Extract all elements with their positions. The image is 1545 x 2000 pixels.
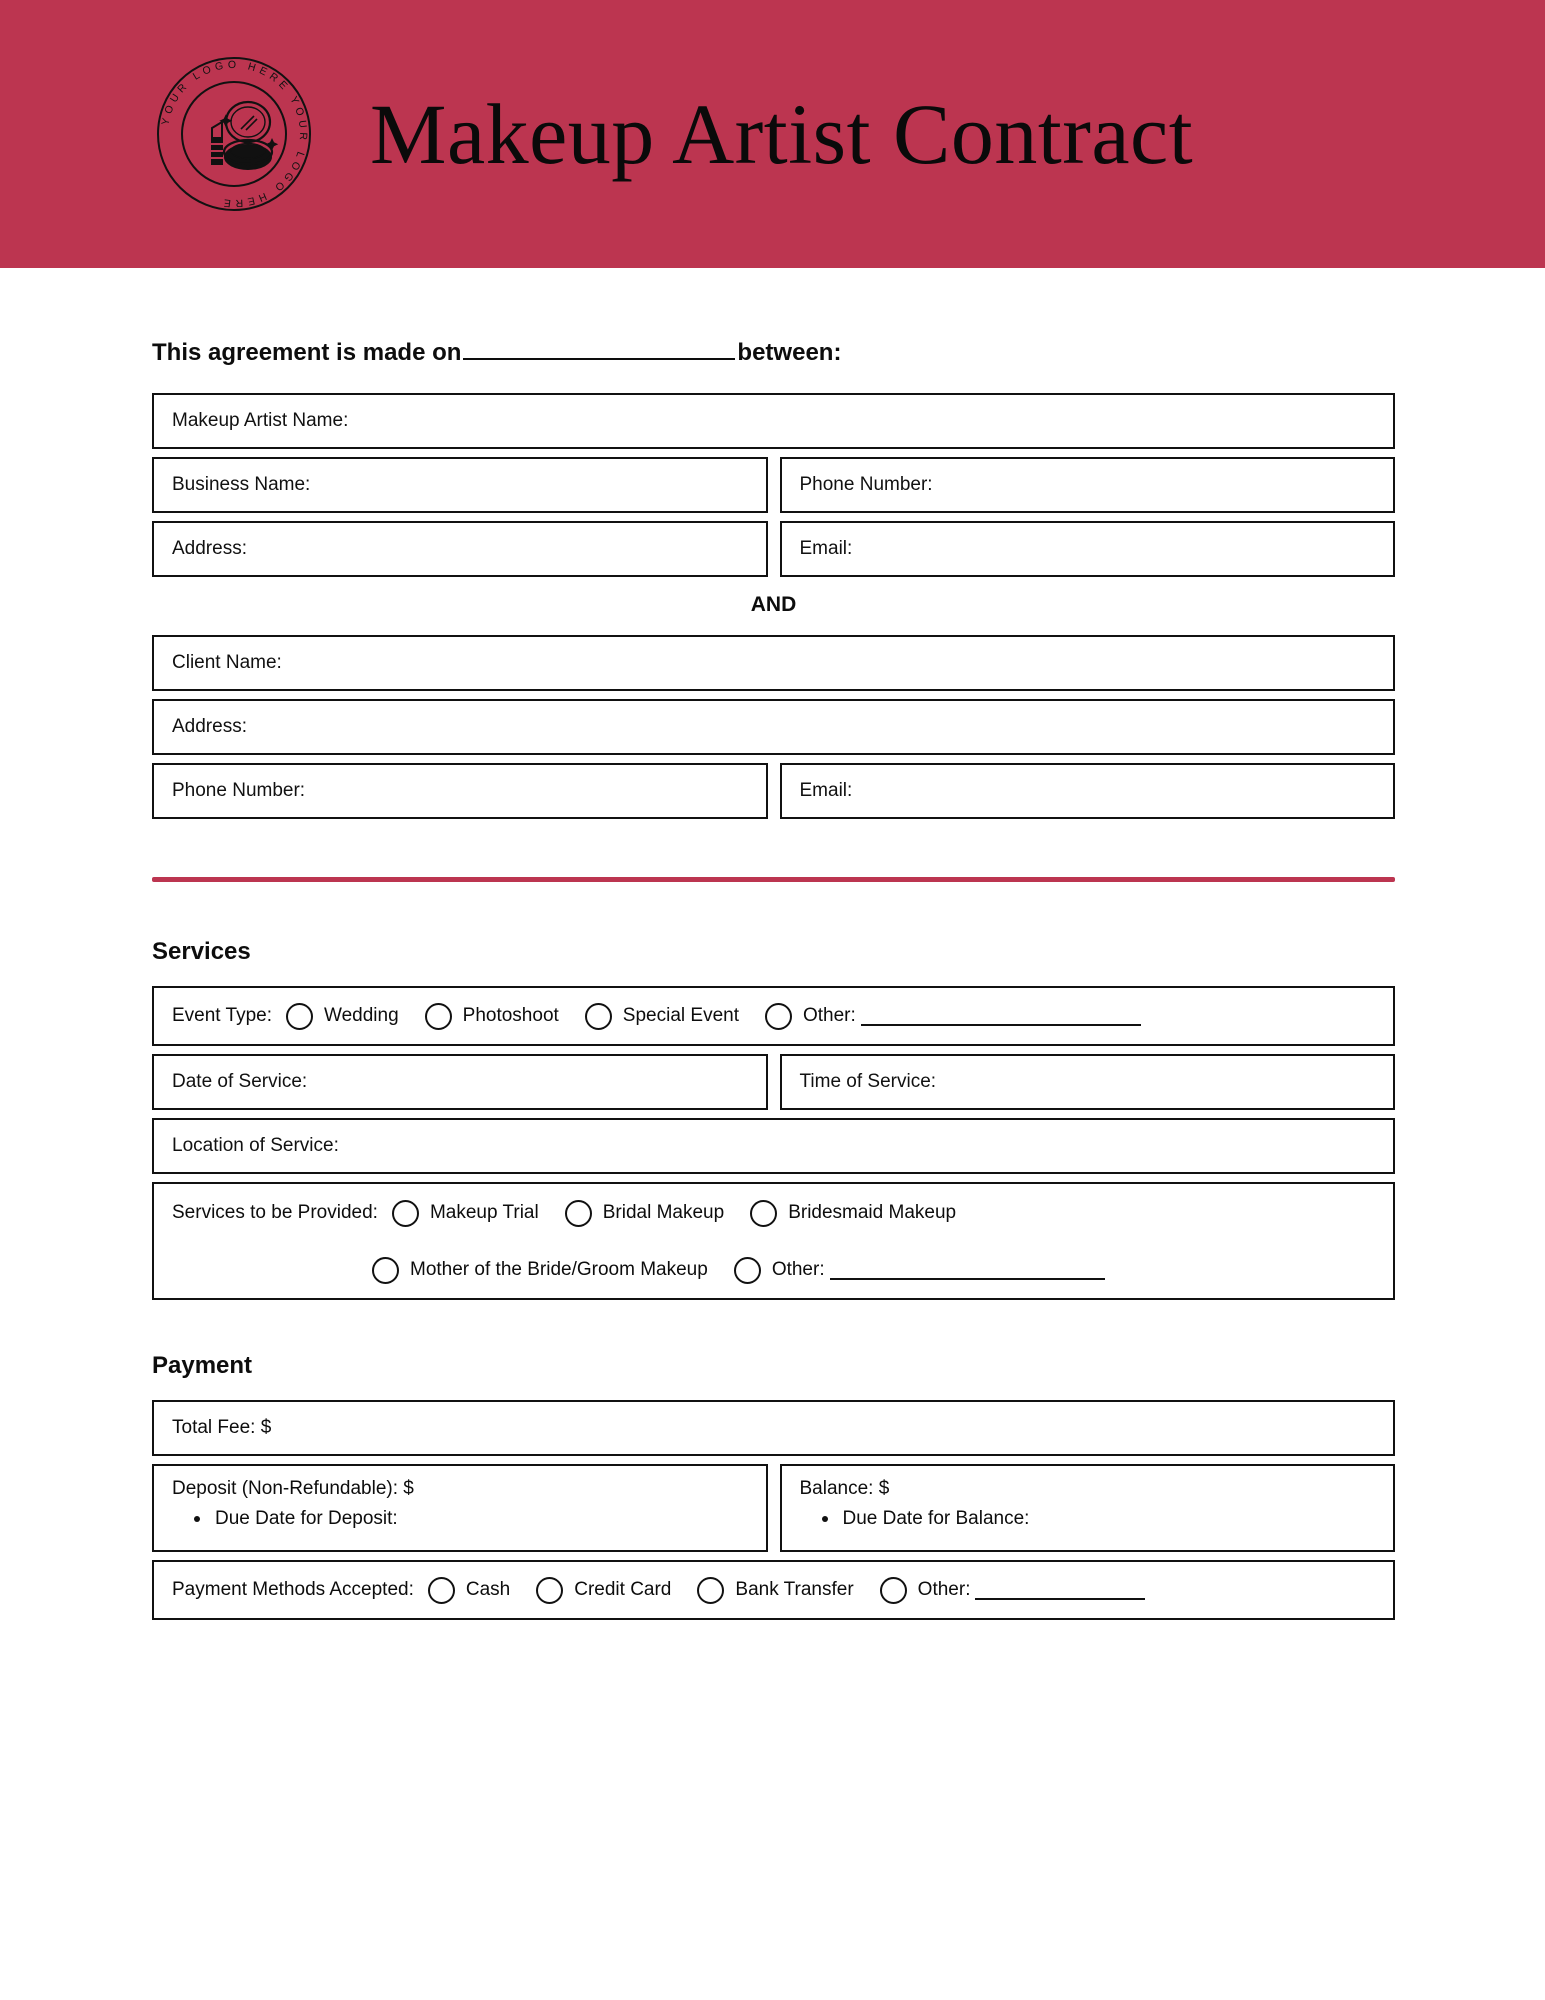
payment-method-option-other[interactable] — [880, 1577, 1146, 1604]
service-other-label: Other: — [771, 1259, 825, 1280]
artist-name-field[interactable] — [152, 393, 1395, 449]
service-location-label: Location of Service: — [172, 1135, 339, 1156]
radio-circle-icon[interactable] — [428, 1577, 455, 1604]
radio-circle-icon[interactable] — [765, 1003, 792, 1030]
artist-email-field[interactable] — [780, 521, 1396, 577]
service-time-label: Time of Service: — [799, 1071, 937, 1092]
deposit-field[interactable] — [152, 1464, 768, 1552]
payment-method-other-label: Other: — [917, 1579, 971, 1600]
event-type-special-event-label: Special Event — [622, 1005, 739, 1026]
balance-due-label: Due Date for Balance: — [842, 1508, 1030, 1529]
services-provided-row-1 — [172, 1184, 1375, 1242]
client-address-field[interactable] — [152, 699, 1395, 755]
bullet-icon — [822, 1516, 828, 1522]
payment-method-other-blank[interactable] — [975, 1580, 1145, 1600]
and-separator-label: AND — [750, 593, 797, 616]
service-option-bridesmaid-makeup[interactable] — [750, 1200, 956, 1227]
service-date-label: Date of Service: — [172, 1071, 308, 1092]
event-type-label: Event Type: — [172, 1005, 272, 1026]
radio-circle-icon[interactable] — [536, 1577, 563, 1604]
payment-heading: Payment — [152, 1352, 253, 1379]
service-bridal-makeup-label: Bridal Makeup — [602, 1202, 725, 1223]
bullet-icon — [194, 1516, 200, 1522]
service-bridesmaid-makeup-label: Bridesmaid Makeup — [788, 1202, 957, 1223]
client-email-field[interactable] — [780, 763, 1396, 819]
payment-methods-box — [152, 1560, 1395, 1620]
service-option-mother-makeup[interactable] — [372, 1257, 708, 1284]
payment-methods-label: Payment Methods Accepted: — [172, 1579, 414, 1600]
radio-circle-icon[interactable] — [286, 1003, 313, 1030]
service-date-time-row — [152, 1054, 1395, 1110]
radio-circle-icon[interactable] — [734, 1257, 761, 1284]
radio-circle-icon[interactable] — [372, 1257, 399, 1284]
payment-method-cash-label: Cash — [465, 1579, 511, 1600]
artist-business-phone-row — [152, 457, 1395, 513]
svg-text:YOUR LOGO HERE YOUR LOGO HERE: YOUR LOGO HERE YOUR LOGO HERE — [159, 58, 310, 210]
service-time-field[interactable] — [780, 1054, 1396, 1110]
radio-circle-icon[interactable] — [392, 1200, 419, 1227]
deposit-due-line — [172, 1508, 748, 1530]
event-type-box — [152, 986, 1395, 1046]
service-option-makeup-trial[interactable] — [392, 1200, 539, 1227]
deposit-label: Deposit (Non-Refundable): $ — [172, 1478, 414, 1499]
event-type-photoshoot-label: Photoshoot — [462, 1005, 559, 1026]
payment-method-bank-transfer-label: Bank Transfer — [735, 1579, 854, 1600]
client-email-label: Email: — [799, 780, 853, 801]
services-provided-row-2 — [172, 1242, 1375, 1298]
balance-label: Balance: $ — [799, 1478, 890, 1499]
artist-address-email-row — [152, 521, 1395, 577]
client-address-label: Address: — [172, 716, 247, 737]
service-other-blank[interactable] — [830, 1260, 1105, 1280]
artist-phone-label: Phone Number: — [799, 474, 933, 495]
client-name-row — [152, 635, 1395, 691]
deposit-balance-row — [152, 1464, 1395, 1552]
artist-business-label: Business Name: — [172, 474, 311, 495]
event-type-row — [172, 988, 1375, 1044]
document-header — [0, 0, 1545, 268]
service-location-field[interactable] — [152, 1118, 1395, 1174]
deposit-due-label: Due Date for Deposit: — [215, 1508, 398, 1529]
artist-email-label: Email: — [799, 538, 853, 559]
services-heading: Services — [152, 938, 251, 965]
artist-address-label: Address: — [172, 538, 247, 559]
payment-method-option-cash[interactable] — [428, 1577, 510, 1604]
radio-circle-icon[interactable] — [425, 1003, 452, 1030]
section-divider — [152, 877, 1395, 882]
radio-circle-icon[interactable] — [565, 1200, 592, 1227]
radio-circle-icon[interactable] — [750, 1200, 777, 1227]
radio-circle-icon[interactable] — [585, 1003, 612, 1030]
artist-name-label: Makeup Artist Name: — [172, 410, 349, 431]
service-location-row — [152, 1118, 1395, 1174]
payment-method-credit-card-label: Credit Card — [574, 1579, 672, 1600]
balance-due-line — [800, 1508, 1376, 1530]
agreement-prefix-text: This agreement is made on — [152, 339, 462, 366]
artist-name-row — [152, 393, 1395, 449]
client-phone-label: Phone Number: — [172, 780, 306, 801]
client-address-row — [152, 699, 1395, 755]
artist-business-field[interactable] — [152, 457, 768, 513]
service-mother-makeup-label: Mother of the Bride/Groom Makeup — [410, 1259, 708, 1280]
payment-method-option-bank-transfer[interactable] — [697, 1577, 853, 1604]
page-title: Makeup Artist Contract — [370, 86, 1194, 182]
radio-circle-icon[interactable] — [880, 1577, 907, 1604]
payment-methods-row — [172, 1562, 1375, 1618]
client-name-field[interactable] — [152, 635, 1395, 691]
service-date-field[interactable] — [152, 1054, 768, 1110]
artist-phone-field[interactable] — [780, 457, 1396, 513]
payment-method-option-credit-card[interactable] — [536, 1577, 671, 1604]
radio-circle-icon[interactable] — [697, 1577, 724, 1604]
event-type-other-blank[interactable] — [861, 1006, 1141, 1026]
document-body — [0, 338, 1545, 1620]
agreement-date-line — [152, 338, 1395, 367]
event-type-other-label: Other: — [802, 1005, 856, 1026]
total-fee-row — [152, 1400, 1395, 1456]
services-provided-box — [152, 1182, 1395, 1300]
services-provided-label: Services to be Provided: — [172, 1202, 378, 1223]
event-type-option-wedding[interactable] — [286, 1003, 399, 1030]
artist-address-field[interactable] — [152, 521, 768, 577]
agreement-date-blank[interactable] — [463, 338, 735, 360]
event-type-option-special-event[interactable] — [585, 1003, 739, 1030]
total-fee-label: Total Fee: $ — [172, 1417, 272, 1438]
event-type-option-photoshoot[interactable] — [425, 1003, 559, 1030]
service-makeup-trial-label: Makeup Trial — [429, 1202, 539, 1223]
service-option-bridal-makeup[interactable] — [565, 1200, 724, 1227]
client-phone-field[interactable] — [152, 763, 768, 819]
event-type-option-other[interactable] — [765, 1003, 1141, 1030]
client-phone-email-row — [152, 763, 1395, 819]
your-logo-here-badge-icon — [150, 50, 318, 218]
client-name-label: Client Name: — [172, 652, 282, 673]
agreement-suffix-text: between: — [737, 339, 842, 366]
service-option-other[interactable] — [734, 1257, 1105, 1284]
total-fee-field[interactable] — [152, 1400, 1395, 1456]
event-type-wedding-label: Wedding — [324, 1005, 399, 1026]
balance-field[interactable] — [780, 1464, 1396, 1552]
